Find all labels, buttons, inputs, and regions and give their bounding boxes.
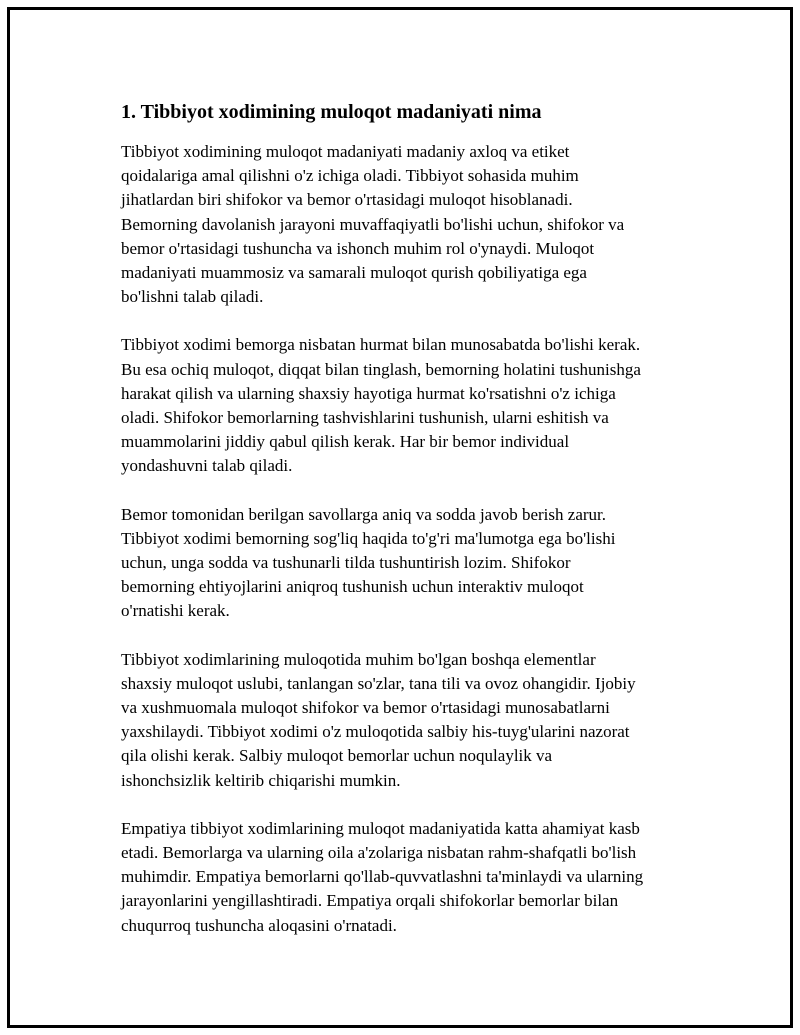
- paragraph: [121, 140, 701, 309]
- paragraph-line: qila olishi kerak. Salbiy muloqot bemorlar uchun noqulaylik va: [121, 746, 553, 766]
- paragraph-line: harakat qilish va ularning shaxsiy hayotiga hurmat ko'rsatishni o'z ichiga: [121, 383, 616, 403]
- paragraph-line: Empatiya tibbiyot xodimlarining muloqot madaniyatida katta ahamiyat kasb: [121, 818, 640, 838]
- paragraph-line: muammolarini jiddiy qabul qilish kerak. Har bir bemor individual: [121, 432, 570, 452]
- paragraph-line: bemor o'rtasidagi tushuncha va ishonch muhim rol o'ynaydi. Muloqot: [121, 238, 595, 258]
- paragraph-line: Bu esa ochiq muloqot, diqqat bilan tinglash, bemorning holatini tushunishga: [121, 359, 641, 379]
- paragraph-line: uchun, unga sodda va tushunarli tilda tushuntirish lozim. Shifokor: [121, 553, 571, 573]
- paragraph: [121, 648, 701, 793]
- paragraph-line: shaxsiy muloqot uslubi, tanlangan so'zlar, tana tili va ovoz ohangidir. Ijobiy: [121, 673, 636, 693]
- paragraph-line: madaniyati muammosiz va samarali muloqot qurish qobiliyatiga ega: [121, 263, 587, 283]
- paragraph-line: qoidalariga amal qilishni o'z ichiga oladi. Tibbiyot sohasida muhim: [121, 166, 579, 186]
- paragraph-line: Tibbiyot xodimlarining muloqotida muhim bo'lgan boshqa elementlar: [121, 649, 596, 669]
- paragraph: [121, 333, 701, 478]
- paragraph-line: Bemor tomonidan berilgan savollarga aniq va sodda javob berish zarur.: [121, 504, 606, 524]
- paragraph-line: Tibbiyot xodimi bemorga nisbatan hurmat bilan munosabatda bo'lishi kerak.: [121, 335, 641, 355]
- paragraph-line: yondashuvni talab qiladi.: [121, 456, 293, 476]
- paragraph-line: bemorning ehtiyojlarini aniqroq tushunish uchun interaktiv muloqot: [121, 577, 584, 597]
- paragraph-line: Tibbiyot xodimi bemorning sog'liq haqida to'g'ri ma'lumotga ega bo'lishi: [121, 528, 616, 548]
- document-body: [121, 98, 701, 962]
- paragraph-line: Bemorning davolanish jarayoni muvaffaqiyatli bo'lishi uchun, shifokor va: [121, 214, 625, 234]
- section-heading: 1. Tibbiyot xodimining muloqot madaniyati nima: [121, 101, 542, 123]
- paragraph: [121, 503, 701, 624]
- page-frame: [7, 7, 793, 1028]
- paragraph: [121, 817, 701, 938]
- paragraph-line: yaxshilaydi. Tibbiyot xodimi o'z muloqotida salbiy his-tuyg'ularini nazorat: [121, 722, 630, 742]
- paragraph-line: Tibbiyot xodimining muloqot madaniyati madaniy axloq va etiket: [121, 142, 570, 161]
- paragraph-line: ishonchsizlik keltirib chiqarishi mumkin.: [121, 770, 401, 790]
- paragraph-line: bo'lishni talab qiladi.: [121, 287, 264, 307]
- paragraph-line: va xushmuomala muloqot shifokor va bemor o'rtasidagi munosabatlarni: [121, 698, 610, 718]
- paragraph-line: chuqurroq tushuncha aloqasini o'rnatadi.: [121, 915, 397, 935]
- paragraph-line: jarayonlarini yengillashtiradi. Empatiya orqali shifokorlar bemorlar bilan: [121, 891, 619, 911]
- paragraph-line: etadi. Bemorlarga va ularning oila a'zolariga nisbatan rahm-shafqatli bo'lish: [121, 843, 637, 863]
- paragraph-line: jihatlardan biri shifokor va bemor o'rtasidagi muloqot hisoblanadi.: [121, 190, 573, 210]
- paragraph-list: [121, 140, 701, 938]
- paragraph-line: muhimdir. Empatiya bemorlarni qo'llab-quvvatlashni ta'minlaydi va ularning: [121, 867, 644, 887]
- paragraph-line: oladi. Shifokor bemorlarning tashvishlarini tushunish, ularni eshitish va: [121, 408, 609, 428]
- paragraph-line: o'rnatishi kerak.: [121, 601, 230, 621]
